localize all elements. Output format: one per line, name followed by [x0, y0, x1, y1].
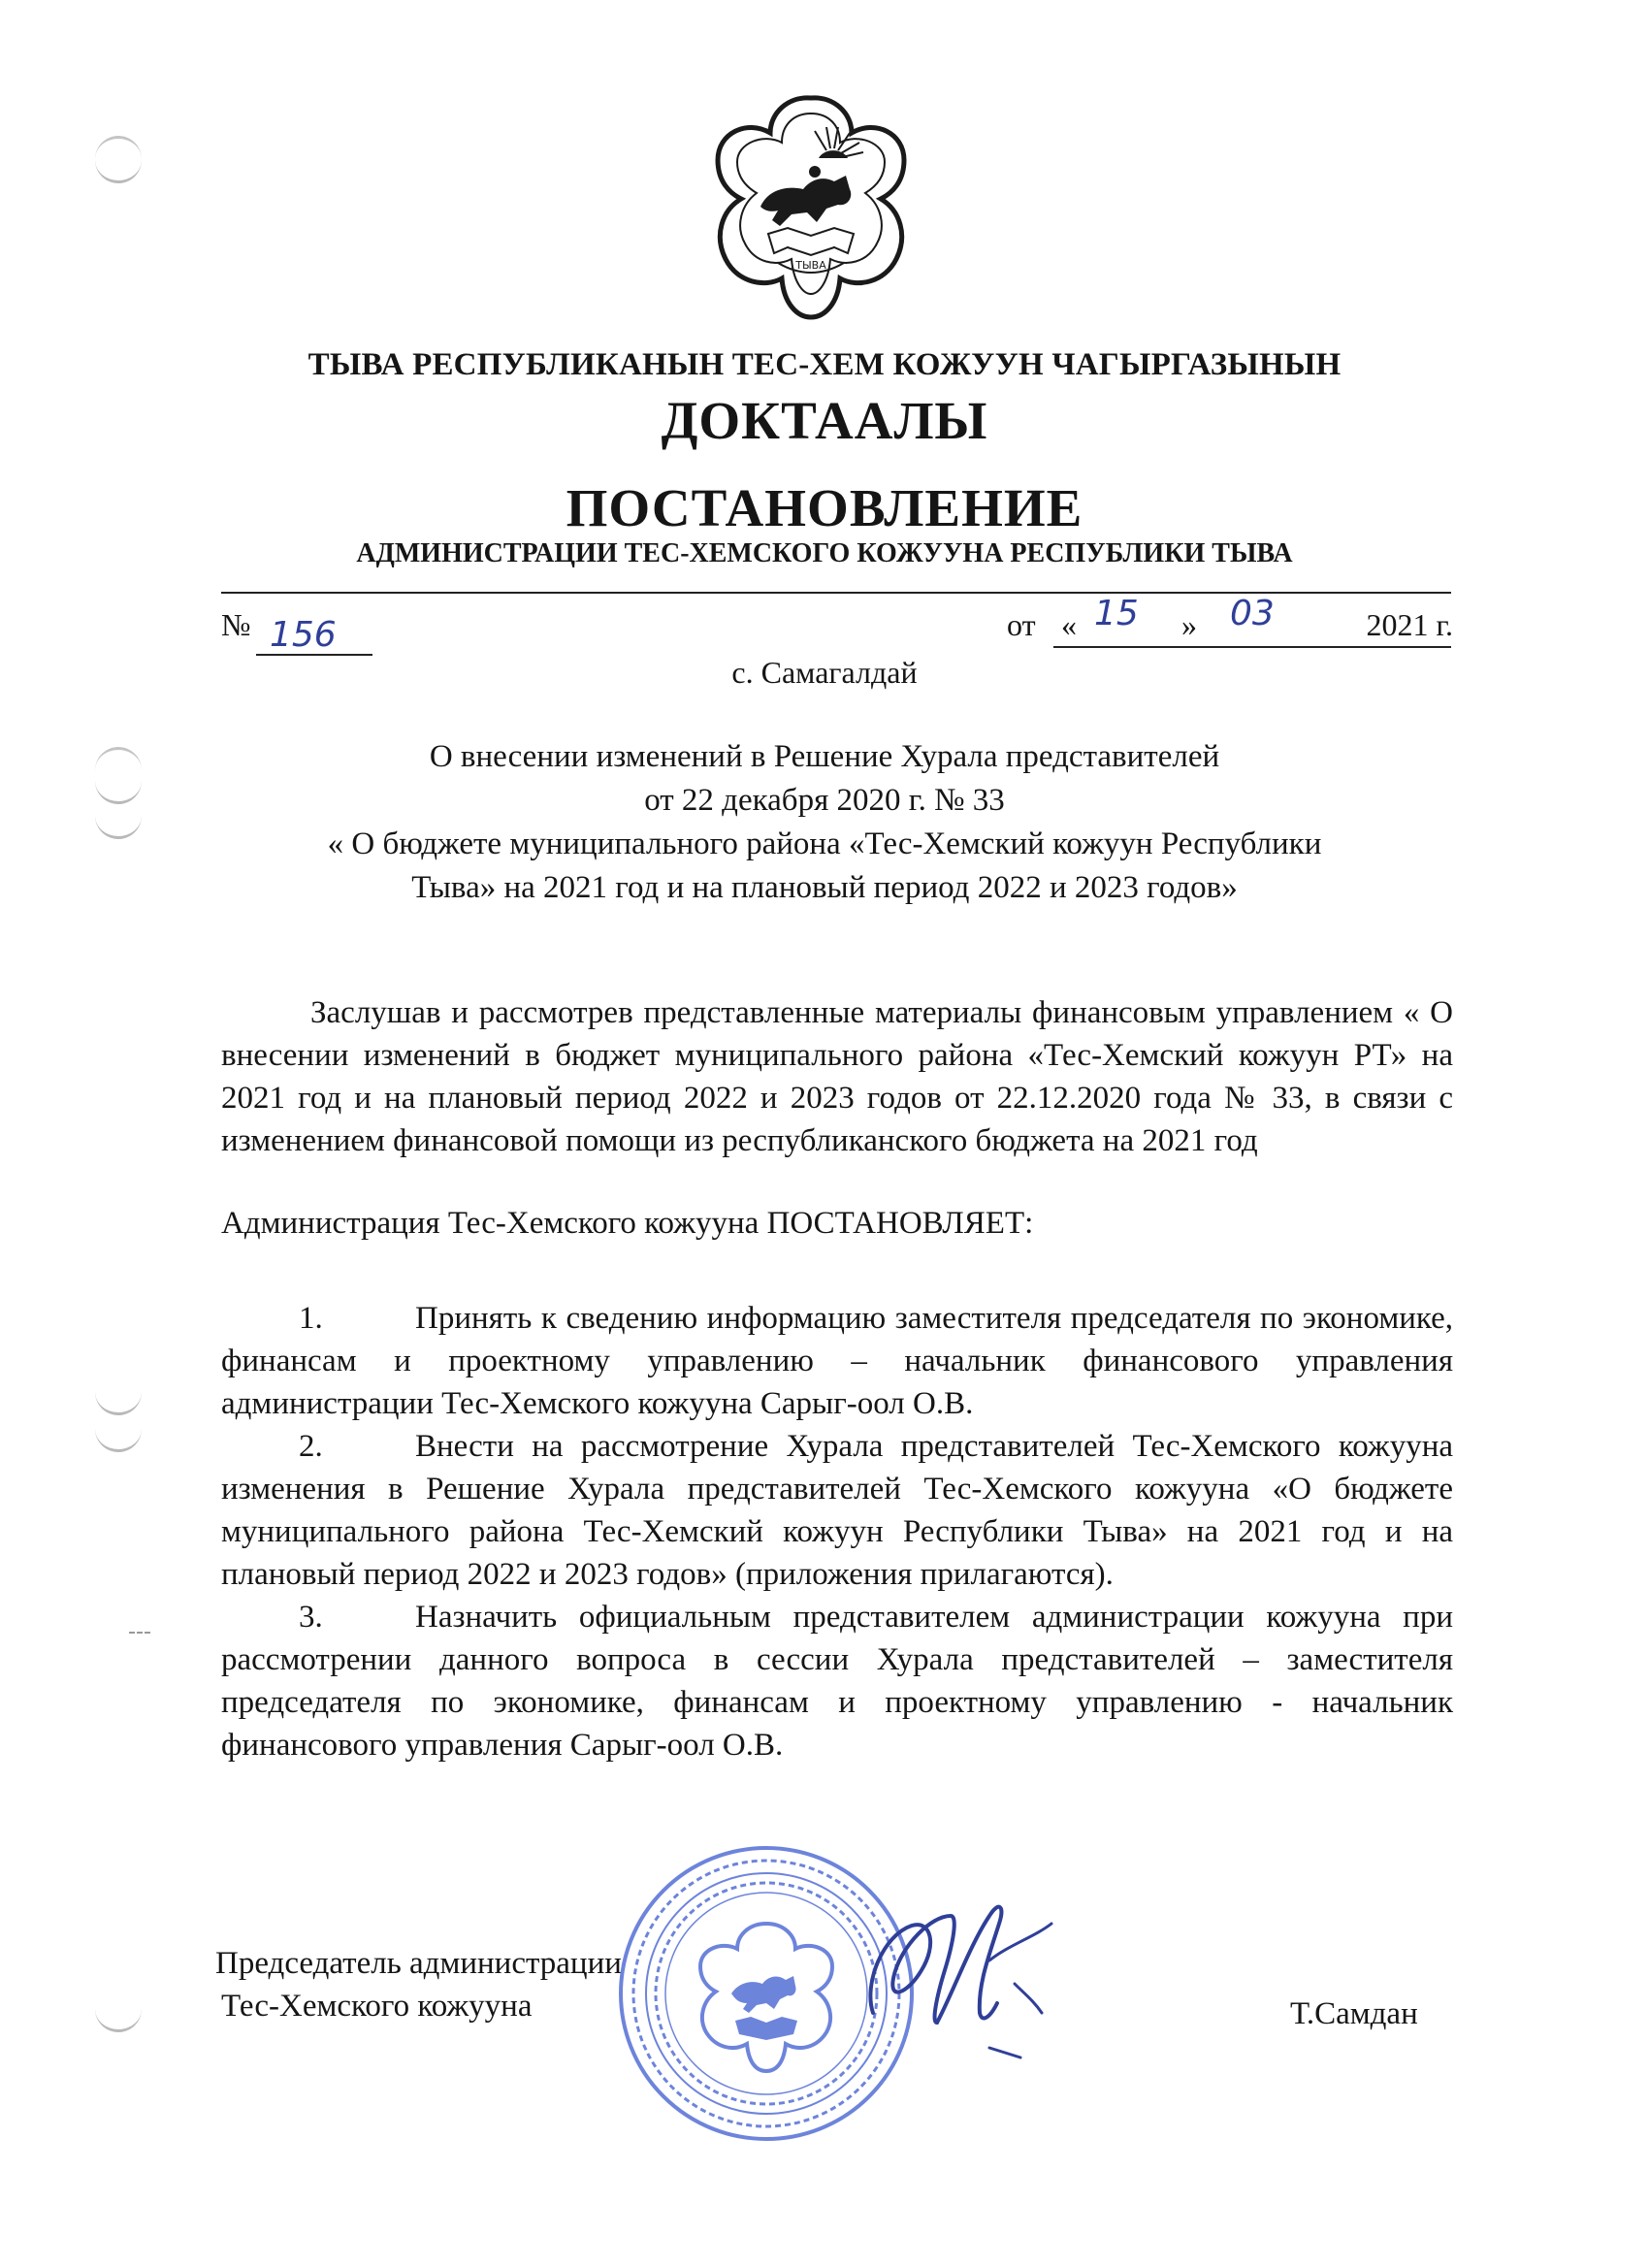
- resolution-items: [221, 1297, 1453, 1766]
- date-prefix: от: [1007, 607, 1036, 642]
- binder-hole-mark: [95, 811, 142, 839]
- document-number: 156: [270, 615, 337, 655]
- preamble-paragraph: Заслушав и рассмотрев представленные материалы финансовым управлением « О внесении изменений в бюджет муниципального района «Тес-Хемский кожуун РТ» на 2021 год и на плановый период 2022 и 2023 годов от 22.12.2020 года № 33, в связи с изменением финансовой помощи из республиканского бюджета на 2021 год: [221, 995, 1453, 1158]
- item-text: Принять к сведению информацию заместителя председателя по экономике, финансам и проектному управлению – начальник финансового управления администрации Тес-Хемского кожууна Сарыг-оол О.В.: [221, 1301, 1453, 1421]
- title-line: Тыва» на 2021 год и на плановый период 2022 и 2023 годов»: [411, 870, 1238, 905]
- item-number: 3.: [299, 1600, 323, 1635]
- handwritten-signature: [844, 1877, 1067, 2061]
- header-tyvan-line: ТЫВА РЕСПУБЛИКАНЫН ТЕС-ХЕМ КОЖУУН ЧАГЫРГАЗЫНЫН: [307, 347, 1342, 382]
- emblem-label: ТЫВА: [795, 259, 826, 272]
- signatory-position-line: Тес-Хемского кожууна: [221, 1989, 533, 2024]
- resolution-item: [221, 1596, 1453, 1766]
- date-close-quote: »: [1181, 607, 1197, 642]
- title-line: от 22 декабря 2020 г. № 33: [644, 783, 1005, 818]
- title-line: « О бюджете муниципального района «Тес-Хемский кожуун Республики: [327, 826, 1322, 861]
- item-text: Назначить официальным представителем администрации кожууна при рассмотрении данного вопроса в сессии Хурала представителей – заместителя председателя по экономике, финансам и проектному управлению - начальник финансового управления Сарыг-оол О.В.: [221, 1600, 1453, 1763]
- tyva-emblem-icon: [710, 92, 912, 320]
- document-title: [175, 735, 1474, 910]
- title-line: О внесении изменений в Решение Хурала представителей: [429, 739, 1220, 774]
- date-day: 15: [1094, 594, 1139, 633]
- item-number: 1.: [299, 1301, 323, 1336]
- item-number: 2.: [299, 1429, 323, 1464]
- item-text: Внести на рассмотрение Хурала представителей Тес-Хемского кожууна изменения в Решение Хурала представителей Тес-Хемского кожууна «О бюджете муниципального района Тес-Хемский кожуун Республики Тыва» на 2021 год и на плановый период 2022 и 2023 годов» (приложения прилагаются).: [221, 1429, 1453, 1592]
- date-year: 2021 г.: [1366, 607, 1453, 642]
- signatory-position: [215, 1942, 622, 2027]
- header-russian-line: АДМИНИСТРАЦИИ ТЕС-ХЕМСКОГО КОЖУУНА РЕСПУБЛИКИ ТЫВА: [356, 538, 1293, 568]
- date-month: 03: [1230, 594, 1275, 633]
- place-of-issue: с. Самагалдай: [731, 655, 918, 690]
- header-russian-title: ПОСТАНОВЛЕНИЕ: [566, 478, 1083, 537]
- binder-hole-mark: [95, 776, 142, 804]
- number-label: №: [221, 607, 251, 642]
- document-date: [1007, 594, 1453, 650]
- number-line: [256, 615, 372, 656]
- binder-hole-mark: [95, 2004, 142, 2032]
- resolution-item: [221, 1297, 1453, 1425]
- binder-hole-mark: [95, 1387, 142, 1415]
- resolves-line: Администрация Тес-Хемского кожууна ПОСТАНОВЛЯЕТ:: [221, 1206, 1034, 1241]
- signatory-position-line: Председатель администрации: [215, 1946, 622, 1981]
- binder-hole-mark: [95, 1424, 142, 1452]
- binder-hole-mark: [95, 155, 142, 183]
- registration-row: [221, 594, 1453, 658]
- header-tyvan-title: ДОКТААЛЫ: [661, 391, 988, 450]
- binder-hole-mark: [95, 747, 142, 775]
- scan-mark: [129, 1632, 150, 1634]
- resolution-item: [221, 1425, 1453, 1596]
- signatory-name: Т.Самдан: [1290, 1996, 1418, 2031]
- date-open-quote: «: [1061, 607, 1077, 642]
